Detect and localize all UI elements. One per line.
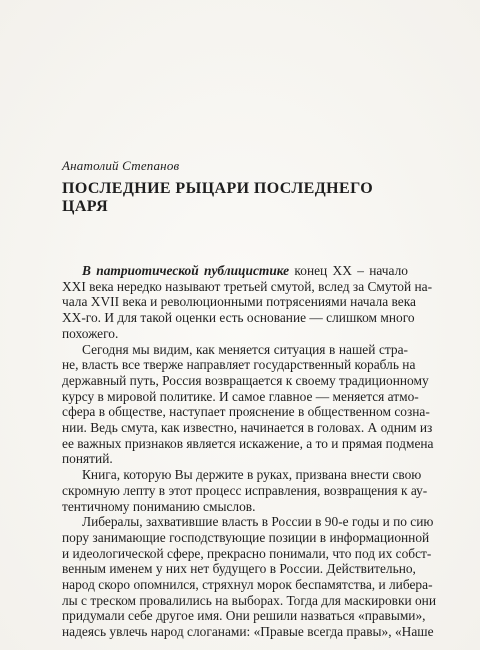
text-line: Либералы, захватившие власть в России в 90-е годы и по сию <box>82 514 434 530</box>
text-line: похожего. <box>62 325 119 341</box>
text-line: понятий. <box>62 451 113 467</box>
text-line: курсу в мировой политике. И самое главное — меняется атмо- <box>62 388 419 404</box>
text-line: ее важных признаков является искажение, а то и прямая подмена <box>62 435 434 451</box>
author-name: Анатолий Степанов <box>62 158 180 173</box>
body-text <box>62 263 437 640</box>
text-line: венным именем у них нет будущего в России. Действительно, <box>62 561 416 577</box>
text-line: сфера в обществе, наступает прояснение в общественном созна- <box>62 404 430 420</box>
text-line: XXI века нередко называют третьей смутой, вслед за Смутой на- <box>62 278 433 294</box>
text-line: придумали себе другое имя. Они решили назваться «правыми», <box>62 608 426 624</box>
text-line: Сегодня мы видим, как меняется ситуация в нашей стра- <box>82 341 408 357</box>
text-line: нии. Ведь смута, как известно, начинается в головах. А одним из <box>62 420 433 436</box>
text-line: державный путь, Россия возвращается к своему традиционному <box>62 372 429 388</box>
text-line: лы с треском провалились на выборах. Тогда для маскировки они <box>62 592 437 608</box>
lead-phrase: В патриотической публицистике <box>82 263 290 278</box>
text-line: и идеологической сфере, прекрасно понимали, что под их собст- <box>62 545 432 561</box>
text-line: народ скоро опомнился, стряхнул морок беспамятства, и либера- <box>62 577 433 593</box>
text-line: Книга, которую Вы держите в руках, призвана внести свою <box>82 467 422 483</box>
chapter-title: ПОСЛЕДНИЕ РЫЦАРИ ПОСЛЕДНЕГО ЦАРЯ <box>62 180 374 215</box>
text-line: чала XVII века и революционными потрясениями начала века <box>62 294 416 310</box>
text-line: XX-го. И для такой оценки есть основание — слишком много <box>62 310 415 326</box>
text-line: надеясь увлечь народ слоганами: «Правые всегда правы», «Наше <box>62 624 434 640</box>
text-line: тентичному пониманию смыслов. <box>62 498 256 514</box>
text-line: В патриотической публицистике конец XX – начало <box>82 263 408 278</box>
text-line: скромную лепту в этот процесс исправления, возвращения к ау- <box>62 482 428 498</box>
text-line: не, власть все тверже направляет государственный корабль на <box>62 357 416 373</box>
text-line: пору занимающие господствующие позиции в информационной <box>62 529 430 545</box>
